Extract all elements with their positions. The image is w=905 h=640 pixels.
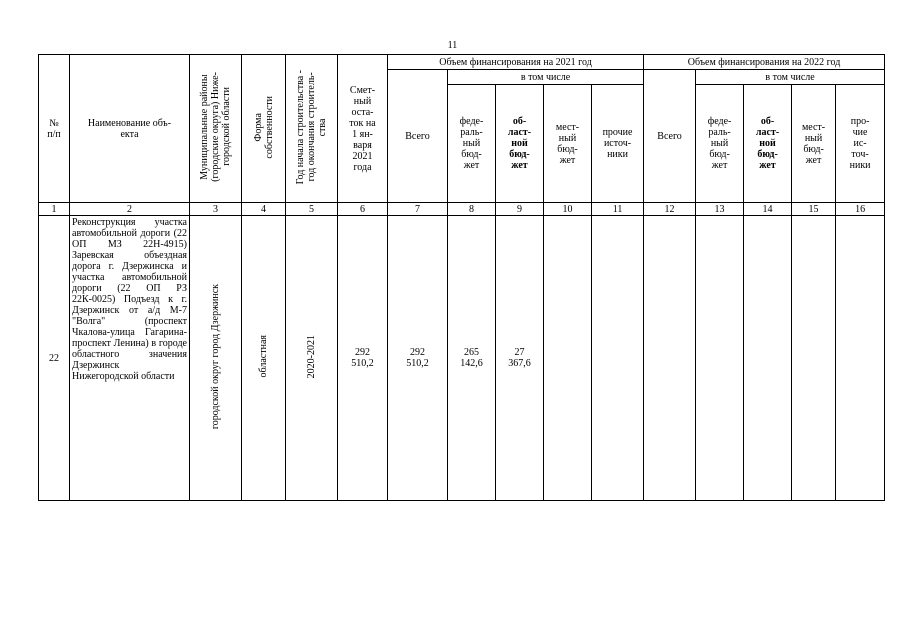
header-local-2021: мест- ный бюд- жет bbox=[544, 85, 592, 203]
column-number: 4 bbox=[242, 203, 286, 216]
header-federal-2022: феде- раль- ный бюд- жет bbox=[696, 85, 744, 203]
column-number: 14 bbox=[744, 203, 792, 216]
column-number: 1 bbox=[39, 203, 70, 216]
row-number: 22 bbox=[39, 216, 70, 501]
column-number: 9 bbox=[496, 203, 544, 216]
header-regional-2022: об- ласт- ной бюд- жет bbox=[744, 85, 792, 203]
header-federal-2021: феде- раль- ный бюд- жет bbox=[448, 85, 496, 203]
column-number: 5 bbox=[286, 203, 338, 216]
row-total-2021: 292 510,2 bbox=[388, 216, 448, 501]
header-including-2022: в том числе bbox=[696, 70, 885, 85]
column-number-row bbox=[39, 203, 885, 216]
header-total-2021: Всего bbox=[388, 70, 448, 203]
header-total-2022: Всего bbox=[644, 70, 696, 203]
header-including-2021: в том числе bbox=[448, 70, 644, 85]
row-estimate: 292 510,2 bbox=[338, 216, 388, 501]
column-number: 11 bbox=[592, 203, 644, 216]
table-row bbox=[39, 216, 885, 501]
row-district: городской округ город Дзержинск bbox=[190, 216, 242, 501]
row-other-2021 bbox=[592, 216, 644, 501]
row-federal-2021: 265 142,6 bbox=[448, 216, 496, 501]
row-regional-2021: 27 367,6 bbox=[496, 216, 544, 501]
header-estimate: Смет- ный оста- ток на 1 ян- варя 2021 года bbox=[338, 55, 388, 203]
column-number: 16 bbox=[836, 203, 885, 216]
header-other-2021: прочие источ- ники bbox=[592, 85, 644, 203]
row-years: 2020-2021 bbox=[286, 216, 338, 501]
header-no: № п/п bbox=[39, 55, 70, 203]
header-years: Год начала строительства - год окончания строитель- ства bbox=[286, 55, 338, 203]
column-number: 13 bbox=[696, 203, 744, 216]
header-other-2022: про- чие ис- точ- ники bbox=[836, 85, 885, 203]
object-name: Реконструкция участка автомобильной дороги (22 ОП МЗ 22Н-4915) Заревская объездная дорога г. Дзержинска и участка автомобильной дороги (22 ОП РЗ 22К-0025) Подъезд к г. Дзержинск от а/д М-7 "Волга" (проспект Чкалова-улица Гагарина-проспект Ленина) в городе областного значения Дзержинск Нижегородской области bbox=[70, 216, 190, 501]
column-number: 15 bbox=[792, 203, 836, 216]
column-number: 10 bbox=[544, 203, 592, 216]
row-local-2021 bbox=[544, 216, 592, 501]
header-name: Наименование объ- екта bbox=[70, 55, 190, 203]
column-number: 8 bbox=[448, 203, 496, 216]
row-regional-2022 bbox=[744, 216, 792, 501]
column-number: 2 bbox=[70, 203, 190, 216]
header-district: Муниципальные районы (городские округа) Ниже- городской области bbox=[190, 55, 242, 203]
column-number: 7 bbox=[388, 203, 448, 216]
column-number: 12 bbox=[644, 203, 696, 216]
header-fin-2022: Объем финансирования на 2022 год bbox=[644, 55, 885, 70]
column-number: 3 bbox=[190, 203, 242, 216]
header-ownership: Форма собственности bbox=[242, 55, 286, 203]
row-other-2022 bbox=[836, 216, 885, 501]
page-number: 11 bbox=[447, 40, 458, 51]
financing-table bbox=[38, 54, 885, 501]
header-regional-2021: об- ласт- ной бюд- жет bbox=[496, 85, 544, 203]
row-total-2022 bbox=[644, 216, 696, 501]
row-ownership: областная bbox=[242, 216, 286, 501]
header-local-2022: мест- ный бюд- жет bbox=[792, 85, 836, 203]
header-fin-2021: Объем финансирования на 2021 год bbox=[388, 55, 644, 70]
row-local-2022 bbox=[792, 216, 836, 501]
column-number: 6 bbox=[338, 203, 388, 216]
row-federal-2022 bbox=[696, 216, 744, 501]
